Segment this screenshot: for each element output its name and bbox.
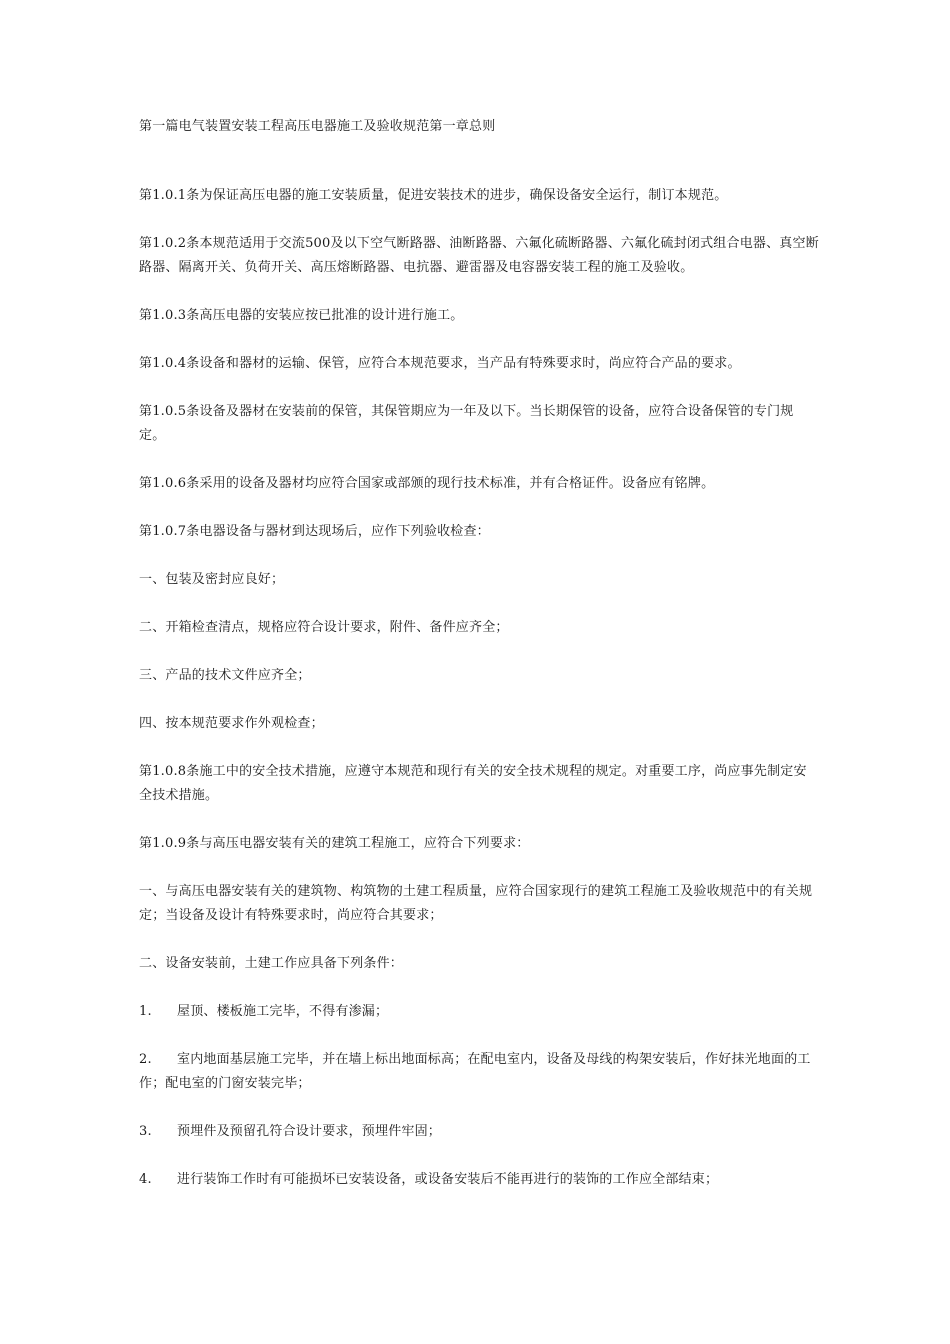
sub-item-4	[139, 1168, 819, 1192]
sub-item-text: 屋顶、楼板施工完毕，不得有渗漏；	[177, 1004, 389, 1019]
paragraph-1-0-5: 第1.0.5条设备及器材在安装前的保管，其保管期应为一年及以下。当长期保管的设备，应符合设备保管的专门规定。	[139, 404, 794, 443]
paragraph-1-0-1: 第1.0.1条为保证高压电器的施工安装质量，促进安装技术的进步，确保设备安全运行，制订本规范。	[139, 188, 728, 203]
sub-item-2	[139, 1048, 819, 1096]
paragraph-1-0-7: 第1.0.7条电器设备与器材到达现场后，应作下列验收检查：	[139, 524, 490, 539]
paragraph-1-0-4: 第1.0.4条设备和器材的运输、保管，应符合本规范要求，当产品有特殊要求时，尚应符合产品的要求。	[139, 356, 741, 371]
list-item-4: 四、按本规范要求作外观检查；	[139, 716, 324, 731]
sub-item-3	[139, 1120, 819, 1144]
list-item-3: 三、产品的技术文件应齐全；	[139, 668, 311, 683]
sub-item-number: 1.	[139, 1004, 152, 1019]
paragraph-1-0-6: 第1.0.6条采用的设备及器材均应符合国家或部颁的现行技术标准，并有合格证件。设备应有铭牌。	[139, 476, 715, 491]
sub-item-1	[139, 1000, 819, 1024]
sub-item-text: 预埋件及预留孔符合设计要求，预埋件牢固；	[177, 1124, 442, 1139]
list-item-1-0-9-2: 二、设备安装前，土建工作应具备下列条件：	[139, 956, 404, 971]
paragraph-1-0-8: 第1.0.8条施工中的安全技术措施，应遵守本规范和现行有关的安全技术规程的规定。对重要工序，尚应事先制定安全技术措施。	[139, 764, 807, 803]
list-item-2: 二、开箱检查清点，规格应符合设计要求，附件、备件应齐全；	[139, 620, 509, 635]
paragraph-1-0-9: 第1.0.9条与高压电器安装有关的建筑工程施工，应符合下列要求：	[139, 836, 530, 851]
list-item-1: 一、包装及密封应良好；	[139, 572, 285, 587]
list-item-1-0-9-1: 一、与高压电器安装有关的建筑物、构筑物的土建工程质量，应符合国家现行的建筑工程施工及验收规范中的有关规定；当设备及设计有特殊要求时，尚应符合其要求；	[139, 884, 813, 923]
sub-item-number: 2.	[139, 1052, 152, 1067]
sub-item-number: 3.	[139, 1124, 152, 1139]
sub-item-text: 进行装饰工作时有可能损坏已安装设备，或设备安装后不能再进行的装饰的工作应全部结束；	[177, 1172, 719, 1187]
document-page	[139, 115, 819, 1216]
document-title: 第一篇电气装置安装工程高压电器施工及验收规范第一章总则	[139, 119, 496, 134]
sub-item-number: 4.	[139, 1172, 152, 1187]
paragraph-1-0-2: 第1.0.2条本规范适用于交流500及以下空气断路器、油断路器、六氟化硫断路器、六氟化硫封闭式组合电器、真空断路器、隔离开关、负荷开关、高压熔断路器、电抗器、避雷器及电容器安装工程的施工及验收。	[139, 236, 819, 275]
paragraph-1-0-3: 第1.0.3条高压电器的安装应按已批准的设计进行施工。	[139, 308, 464, 323]
sub-item-text: 室内地面基层施工完毕，并在墙上标出地面标高；在配电室内，设备及母线的构架安装后，作好抹光地面的工作；配电室的门窗安装完毕；	[139, 1052, 811, 1091]
